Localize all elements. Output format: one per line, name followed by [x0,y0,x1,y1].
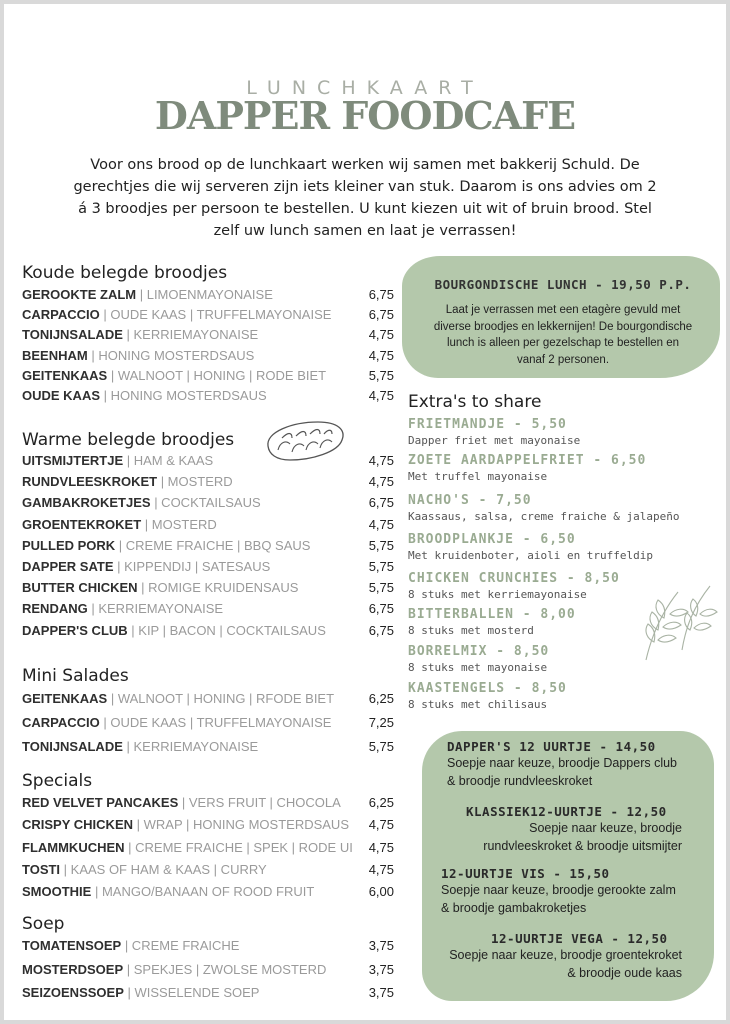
item-price: 6,25 [368,795,394,810]
item-price: 4,75 [368,516,394,532]
extra-name: BITTERBALLEN - 8,00 [408,607,576,622]
menu-item [22,861,394,879]
item-price: 6,00 [368,884,394,900]
menu-item [22,984,394,1002]
item-description: | HONING MOSTERDSAUS [87,347,255,363]
item-name: GAMBAKROKETJES [22,495,151,511]
extra-name: FRIETMANDJE - 5,50 [408,417,567,432]
item-price: 4,75 [368,817,394,833]
item-description: | KIPPENDIJ | SATESAUS [113,559,271,574]
item-price: 4,75 [368,861,394,877]
item-description: | MANGO/BANAAN OF ROOD FRUIT [91,884,315,900]
item-description: | LIMOENMAYONAISE [136,287,273,302]
item-price: 5,75 [368,739,394,755]
item-description: | HONING MOSTERDSAUS [100,388,267,403]
extra-description: Met truffel mayonaise [408,470,548,483]
menu-item [22,738,394,756]
item-name: FLAMMKUCHEN [22,839,125,855]
menu-page [4,4,726,1020]
item-price: 6,25 [368,691,394,706]
menu-item [22,387,394,405]
menu-item [22,961,394,979]
item-name: TONIJNSALADE [22,739,123,755]
item-description: | CREME FRAICHE | SPEK | RODE UI [124,839,353,855]
item-description: | MOSTERD [157,474,233,490]
menu-item [22,579,394,597]
menu-kicker: LUNCHKAART [246,77,484,99]
item-name: CARPACCIO [22,715,100,731]
intro-text: Voor ons brood op de lunchkaart werken wij samen met bakkerij Schuld. De gerechtjes die wij serveren zijn iets kleiner van stuk. Daarom is ons advies om 2 á 3 broodjes per persoon te bestellen. U kunt kiezen uit wit of bruin brood. Stel zelf uw lunch samen en laat je verrassen! [73,157,657,239]
extra-name: KAASTENGELS - 8,50 [408,681,567,696]
item-price: 6,75 [368,307,394,323]
item-name: GEITENKAAS [22,691,108,706]
extra-description: 8 stuks met chilisaus [408,698,548,711]
extra-name: ZOETE AARDAPPELFRIET - 6,50 [408,453,647,468]
item-name: TOMATENSOEP [22,938,122,953]
menu-item [22,600,394,618]
bourgondische-text: Laat je verrassen met een etagère gevuld met diverse broodjes en lekkernijen! De bourgondische lunch is alleen per gezelschap te bestellen en vanaf 2 personen. [433,304,693,366]
menu-item [22,473,394,491]
item-price: 3,75 [368,938,394,953]
menu-item [22,839,394,857]
extra-name: BROODPLANKJE - 6,50 [408,532,576,547]
item-name: GROENTEKROKET [22,516,142,532]
menu-item [22,494,394,512]
menu-item [22,883,394,901]
item-description: | CREME FRAICHE | BBQ SAUS [115,537,311,553]
item-description: | WISSELENDE SOEP [123,985,260,1000]
menu-item [22,816,394,834]
uurtje-description: Soepje naar keuze, broodje Dappers club & broodje rundvleeskroket [447,756,678,788]
menu-item [22,326,394,344]
item-price: 5,75 [368,559,394,574]
menu-item [22,794,394,812]
item-name: RENDANG [22,601,88,617]
item-description: | KERRIEMAYONAISE [87,601,224,617]
item-description: | KAAS OF HAM & KAAS | CURRY [60,861,267,877]
item-name: RUNDVLEESKROKET [22,474,158,490]
item-description: | KERRIEMAYONAISE [122,739,259,755]
item-price: 4,75 [368,839,394,855]
extra-name: BORRELMIX - 8,50 [408,644,550,659]
extra-description: Met kruidenboter, aioli en truffeldip [408,549,654,562]
item-description: | ROMIGE KRUIDENSAUS [137,580,299,596]
item-price: 4,75 [368,327,394,343]
item-price: 5,75 [368,580,394,596]
item-description: | COCKTAILSAUS [150,495,261,511]
menu-item [22,347,394,365]
item-price: 3,75 [368,961,394,977]
item-price: 7,25 [368,715,394,731]
menu-item [22,622,394,640]
item-description: | VERS FRUIT | CHOCOLA [178,795,341,810]
extra-description: 8 stuks met kerriemayonaise [408,588,587,601]
extra-description: Kaassaus, salsa, creme fraiche & jalapeño [408,510,680,523]
menu-item [22,714,394,732]
item-name: TONIJNSALADE [22,327,123,343]
wheat-icon [632,564,720,664]
item-name: PULLED PORK [22,537,116,553]
bourgondische-title: BOURGONDISCHE LUNCH - 19,50 P.P. [434,277,692,292]
extra-name: NACHO'S - 7,50 [408,493,532,508]
section-title-extras: Extra's to share [408,392,542,412]
item-description: | OUDE KAAS | TRUFFELMAYONAISE [99,715,332,731]
restaurant-title: DAPPER FOODCAFE [154,93,576,138]
extra-description: 8 stuks met mayonaise [408,661,548,674]
item-name: TOSTI [22,861,61,877]
menu-item [22,306,394,324]
menu-item [22,937,394,955]
uurtje-title: 12-UURTJE VIS - 15,50 [441,866,610,881]
item-description: | KERRIEMAYONAISE [122,327,259,343]
item-description: | WALNOOT | HONING | RODE BIET [107,367,327,383]
section-title-mini: Mini Salades [22,666,129,686]
item-description: | HAM & KAAS [123,453,214,468]
item-name: MOSTERDSOEP [22,961,124,977]
item-description: | OUDE KAAS | TRUFFELMAYONAISE [99,307,332,323]
item-name: RED VELVET PANCAKES [22,795,179,810]
extra-description: 8 stuks met mosterd [408,624,534,637]
item-price: 5,75 [368,537,394,553]
item-name: BEENHAM [22,347,88,363]
item-description: | SPEKJES | ZWOLSE MOSTERD [123,961,327,977]
item-name: DAPPER SATE [22,559,114,574]
item-price: 5,75 [368,367,394,383]
section-title-soep: Soep [22,914,65,934]
item-description: | WALNOOT | HONING | RFODE BIET [107,691,335,706]
item-name: BUTTER CHICKEN [22,580,138,596]
uurtje-description: Soepje naar keuze, broodje gerookte zalm & broodje gambakroketjes [441,883,676,915]
item-price: 4,75 [368,474,394,490]
item-name: CARPACCIO [22,307,100,323]
uurtje-title: DAPPER'S 12 UURTJE - 14,50 [447,739,656,754]
menu-item [22,516,394,534]
uurtje-title: KLASSIEK12-UURTJE - 12,50 [466,804,667,819]
bread-icon [262,416,348,464]
item-description: | KIP | BACON | COCKTAILSAUS [127,622,326,638]
item-description: | CREME FRAICHE [121,938,240,953]
section-title-specials: Specials [22,771,93,791]
item-name: DAPPER'S CLUB [22,622,128,638]
item-description: | MOSTERD [141,516,217,532]
item-name: SEIZOENSSOEP [22,985,124,1000]
item-name: UITSMIJTERTJE [22,453,124,468]
item-price: 3,75 [368,985,394,1000]
item-name: SMOOTHIE [22,884,92,900]
item-name: GEITENKAAS [22,367,108,383]
menu-item [22,690,394,708]
item-price: 6,75 [368,601,394,617]
item-price: 6,75 [368,622,394,638]
menu-item [22,367,394,385]
uurtje-title: 12-UURTJE VEGA - 12,50 [491,931,668,946]
section-title-koude: Koude belegde broodjes [22,263,228,283]
item-price: 4,75 [368,388,394,403]
menu-item [22,558,394,576]
section-title-warme: Warme belegde broodjes [22,430,235,450]
item-price: 4,75 [368,453,394,468]
item-price: 6,75 [368,495,394,511]
extra-description: Dapper friet met mayonaise [408,434,581,447]
menu-item [22,537,394,555]
item-name: GEROOKTE ZALM [22,287,137,302]
extra-name: CHICKEN CRUNCHIES - 8,50 [408,571,620,586]
item-price: 6,75 [368,287,394,302]
uurtje-description: Soepje naar keuze, broodje groentekroket & broodje oude kaas [449,948,682,980]
uurtje-description: Soepje naar keuze, broodje rundvleeskroket & broodje uitsmijter [483,821,682,853]
item-description: | WRAP | HONING MOSTERDSAUS [133,817,349,833]
menu-item [22,286,394,304]
item-name: OUDE KAAS [22,388,101,403]
item-name: CRISPY CHICKEN [22,817,134,833]
item-price: 4,75 [368,347,394,363]
